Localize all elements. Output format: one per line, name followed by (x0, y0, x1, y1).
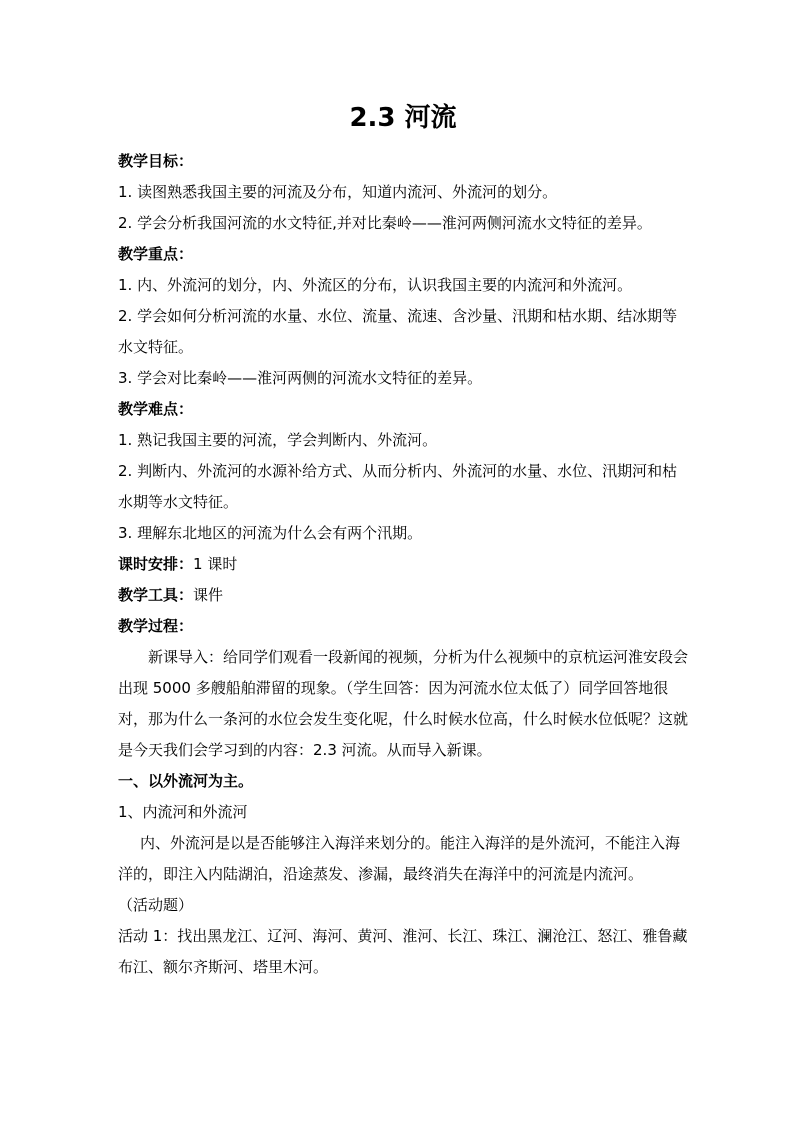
subsection1-paragraph: 内、外流河是以是否能够注入海洋来划分的。能注入海洋的是外流河，不能注入海洋的，即注入内陆湖泊，沿途蒸发、渗漏，最终消失在海洋中的河流是内流河。 (118, 834, 681, 883)
tools-row (118, 580, 688, 611)
key-point-1: 1. 内、外流河的划分，内、外流区的分布，认识我国主要的内流河和外流河。 (118, 276, 633, 294)
schedule-label: 课时安排： (118, 555, 194, 573)
difficult-points-heading: 教学难点： (118, 400, 194, 418)
document-page (118, 96, 688, 983)
process-heading: 教学过程： (118, 617, 194, 635)
schedule-row (118, 549, 688, 580)
difficult-point-3: 3. 理解东北地区的河流为什么会有两个汛期。 (118, 524, 423, 542)
key-point-2: 2. 学会如何分析河流的水量、水位、流量、流速、含沙量、汛期和枯水期、结冰期等水文特征。 (118, 307, 678, 356)
document-title: 2.3 河流 (349, 103, 457, 133)
goals-heading: 教学目标： (118, 152, 194, 170)
tools-value: 课件 (193, 586, 224, 604)
key-points-heading: 教学重点： (118, 245, 194, 263)
goal-item-1: 1. 读图熟悉我国主要的河流及分布，知道内流河、外流河的划分。 (118, 183, 558, 201)
activity-label: （活动题） (118, 896, 194, 914)
subsection1-title: 1、内流河和外流河 (118, 803, 248, 821)
activity-1: 活动 1：找出黑龙江、辽河、海河、黄河、淮河、长江、珠江、澜沧江、怒江、雅鲁藏布江、额尔齐斯河、塔里木河。 (118, 927, 688, 976)
goal-item-2: 2. 学会分析我国河流的水文特征,并对比秦岭——淮河两侧河流水文特征的差异。 (118, 214, 652, 232)
schedule-value: 1 课时 (193, 555, 238, 573)
difficult-point-2: 2. 判断内、外流河的水源补给方式、从而分析内、外流河的水量、水位、汛期河和枯水期等水文特征。 (118, 462, 678, 511)
intro-paragraph: 新课导入：给同学们观看一段新闻的视频，分析为什么视频中的京杭运河淮安段会出现 5000 多艘船舶滞留的现象。（学生回答：因为河流水位太低了）同学回答地很对，那为什么一条河的水位会发生变化呢，什么时候水位高，什么时候水位低呢？这就是今天我们会学习到的内容：2.3 河流。从而导入新课。 (118, 648, 689, 759)
difficult-point-1: 1. 熟记我国主要的河流，学会判断内、外流河。 (118, 431, 438, 449)
tools-label: 教学工具： (118, 586, 194, 604)
key-point-3: 3. 学会对比秦岭——淮河两侧的河流水文特征的差异。 (118, 369, 483, 387)
section1-heading: 一、以外流河为主。 (118, 772, 254, 790)
